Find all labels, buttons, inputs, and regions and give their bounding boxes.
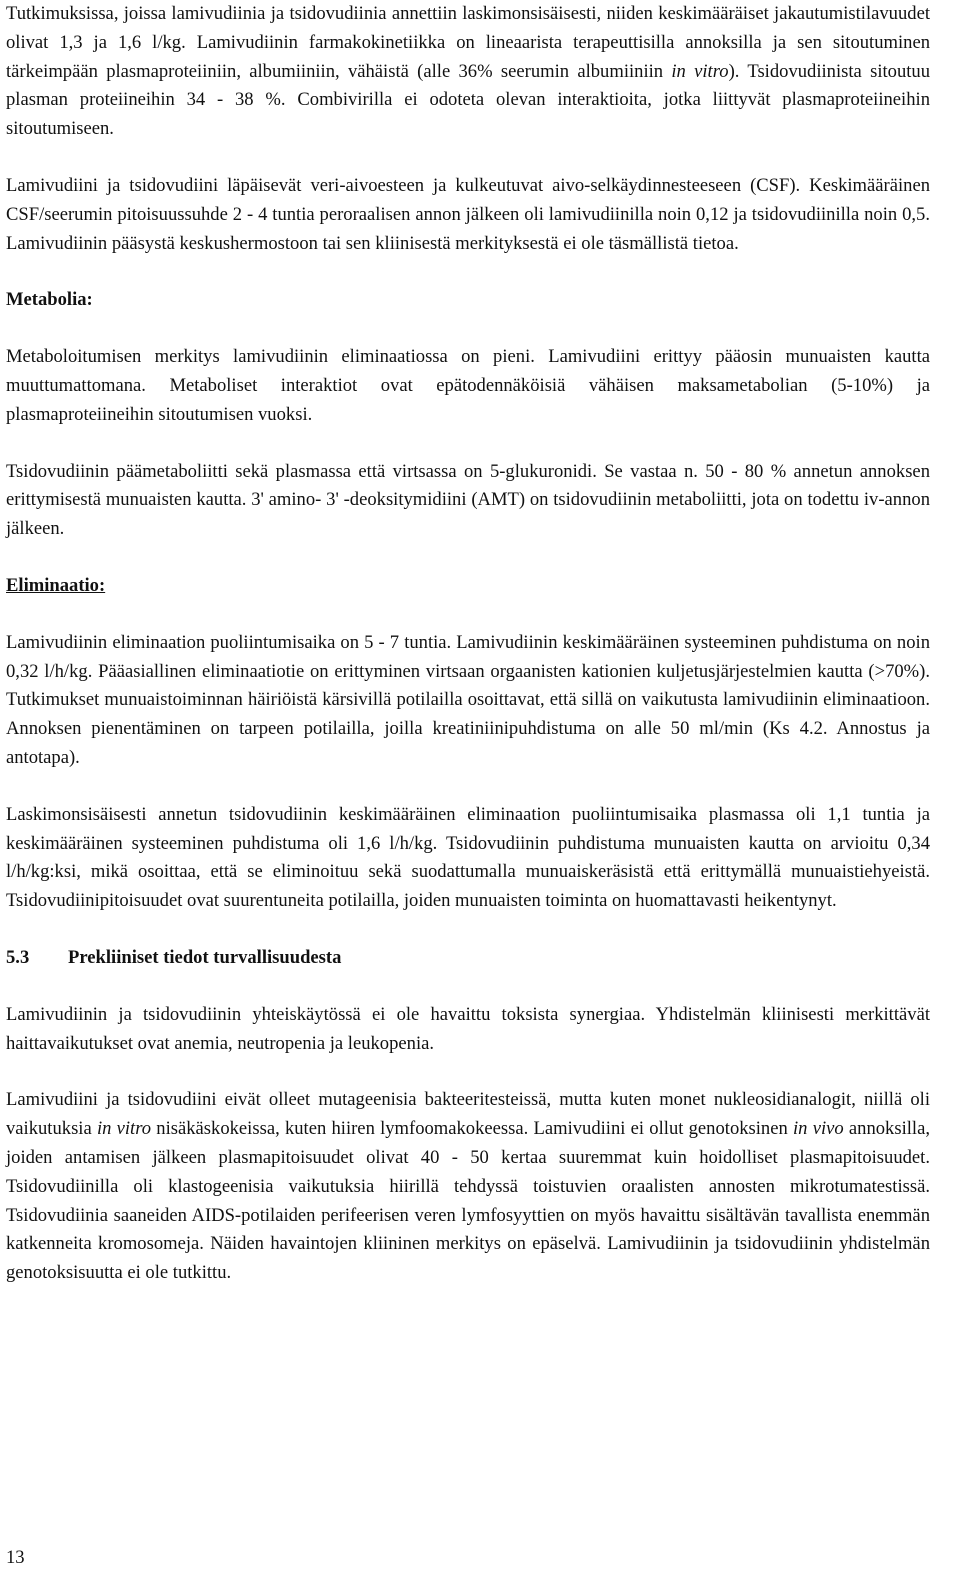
- document-page: [6, 0, 930, 1288]
- text-run: Tutkimuksissa, joissa lamivudiinia ja tsidovudiinia annettiin laskimonsisäisesti, niiden keskimääräiset jakautumistilavuudet olivat 1,3 ja 1,6 l/kg. Lamivudiinin farmakokinetiikka on lineaarista terapeuttisilla annoksilla ja sen sitoutuminen tärkeimpään plasmaproteiiniin, albumiiniin, vähäistä (alle 36% seerumin albumiiniin: [6, 3, 930, 82]
- paragraph-elimination-zidovudine: Laskimonsisäisesti annetun tsidovudiinin keskimääräinen eliminaation puoliintumisaika plasmassa oli 1,1 tuntia ja keskimääräinen systeeminen puhdistuma oli 1,6 l/h/kg. Tsidovudiinin puhdistuma munuaisten kautta on arvioitu 0,34 l/h/kg:ksi, mikä osoittaa, että se eliminoituu sekä suodattumalla munuaiskeräsistä että erittymällä munuaistiehyeistä. Tsidovudiinipitoisuudet ovat suurentuneita potilailla, joiden munuaisten toiminta on huomattavasti heikentynyt.: [6, 803, 930, 912]
- heading-eliminaatio: Eliminaatio:: [6, 574, 106, 596]
- paragraph-metabolism-zidovudine: Tsidovudiinin päämetaboliitti sekä plasmassa että virtsassa on 5-glukuronidi. Se vastaa n. 50 - 80 % annetun annoksen erittymisestä munuaisten kautta. 3' amino- 3' -deoksitymidiini (AMT) on tsidovudiinin metaboliitti, jota on todettu iv-annon jälkeen.: [6, 460, 930, 540]
- italic-text: in vitro: [96, 1118, 152, 1140]
- paragraph-distribution: [6, 0, 930, 144]
- page-number: 13: [6, 1547, 25, 1568]
- paragraph-elimination-lamivudine: Lamivudiinin eliminaation puoliintumisaika on 5 - 7 tuntia. Lamivudiinin keskimääräinen systeeminen puhdistuma on noin 0,32 l/h/kg. Pääasiallinen eliminaatiotie on erittyminen virtsaan orgaanisten kationien kuljetusjärjestelmien kautta (>70%). Tutkimukset munuaistoiminnan häiriöistä kärsivillä potilailla osoittavat, että sillä on vaikutusta lamivudiinin eliminaatioon. Annoksen pienentäminen on tarpeen potilailla, joilla kreatiniinipuhdistuma on alle 50 ml/min (Ks 4.2. Annostus ja antotapa).: [6, 631, 930, 768]
- section-heading: [6, 944, 930, 973]
- text-run: nisäkäskokeissa, kuten hiiren lymfoomakokeessa. Lamivudiini ei ollut genotoksinen: [151, 1118, 794, 1140]
- heading-metabolia: Metabolia:: [6, 289, 93, 311]
- italic-text: in vivo: [793, 1118, 844, 1140]
- section-title: Prekliiniset tiedot turvallisuudesta: [68, 946, 342, 968]
- paragraph-metabolism-lamivudine: Metaboloitumisen merkitys lamivudiinin eliminaatiossa on pieni. Lamivudiini erittyy pääosin munuaisten kautta muuttumattomana. Metaboliset interaktiot ovat epätodennäköisiä vähäisen maksametabolian (5-10%) ja plasmaproteiineihin sitoutumisen vuoksi.: [6, 346, 930, 425]
- text-run: annoksilla, joiden antamisen jälkeen plasmapitoisuudet olivat 40 - 50 kertaa suuremmat kuin hoidolliset plasmapitoisuudet. Tsidovudiinilla oli klastogeenisia vaikutuksia hiirillä tehdyssä toistuvien oraalisten annosten mikrotumatestissä. Tsidovudiinia saaneiden AIDS-potilaiden perifeerisen veren lymfosyyttien on myös havaittu sisältävän tavallista enemmän katkenneita kromosomeja. Näiden havaintojen kliininen merkitys on epäselvä. Lamivudiinin ja tsidovudiinin yhdistelmän genotoksisuutta ei ole tutkittu.: [6, 1118, 930, 1284]
- paragraph-toxicity: Lamivudiinin ja tsidovudiinin yhteiskäytössä ei ole havaittu toksista synergiaa. Yhdistelmän kliinisesti merkittävät haittavaikutukset ovat anemia, neutropenia ja leukopenia.: [6, 1003, 930, 1054]
- paragraph-genotoxicity: [6, 1086, 930, 1288]
- italic-text: in vitro: [671, 60, 729, 82]
- section-number: 5.3: [6, 946, 30, 968]
- paragraph-csf: Lamivudiini ja tsidovudiini läpäisevät veri-aivoesteen ja kulkeutuvat aivo-selkäydinnesteeseen (CSF). Keskimääräinen CSF/seerumin pitoisuussuhde 2 - 4 tuntia peroraalisen annon jälkeen oli lamivudiinilla noin 0,12 ja tsidovudiinilla noin 0,5. Lamivudiinin pääsystä keskushermostoon tai sen kliinisestä merkityksestä ei ole täsmällistä tietoa.: [6, 174, 930, 254]
- text-run: ). Tsidovudiinista sitoutuu plasman proteiineihin 34 - 38 %. Combivirilla ei odoteta olevan interaktioita, jotka liittyvät plasmaproteiineihin sitoutumiseen.: [6, 60, 930, 140]
- text-run: Lamivudiini ja tsidovudiini eivät olleet mutageenisia bakteeritesteissä, mutta kuten monet nukleosidianalogit, niillä oli vaikutuksia: [6, 1089, 930, 1140]
